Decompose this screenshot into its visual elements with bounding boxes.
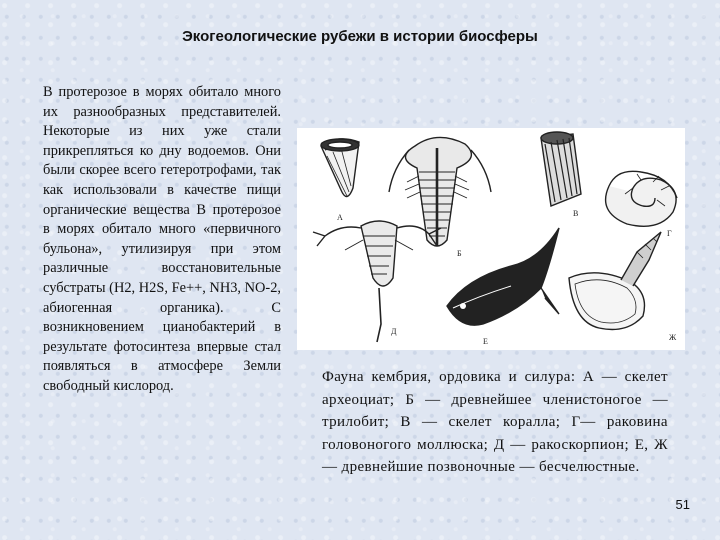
label-g: Г [667, 229, 672, 238]
sea-scorpion-drawing [313, 221, 441, 342]
body-text: В протерозое в морях обитало много их разнообразных представителей. Некоторые из них уже стали прикрепляться ко дну водоемов. Они были скорее всего гетеротрофами, так как использовали в качестве пищи органические вещества В протерозое в морях обитало много «первичного бульона», утилизируя при этом различные восстановительные субстраты (H2, H2S, Fe++, NH3, NO-2, абиогенная органика). С возникновением цианобактерий в результате фотосинтеза впервые стал появляться в атмосфере Земли свободный кислород. [43, 84, 281, 394]
jawless-fish-drawing [447, 228, 559, 325]
trilobite-drawing [389, 137, 491, 246]
archaeocyathid-drawing [321, 139, 359, 197]
fauna-illustration [297, 128, 685, 350]
label-d: Д [391, 327, 397, 336]
label-zh: Ж [669, 333, 677, 342]
label-b: Б [457, 249, 462, 258]
label-e: Е [483, 337, 488, 346]
page-number: 51 [675, 497, 690, 512]
figure-caption: Фауна кембрия, ордовика и силура: А — скелет археоциат; Б — древнейшее членистоногое — трилобит; В — скелет коралла; Г— раковина головоногого моллюска; Д — ракоскорпион; Е, Ж — древнейшие позвоночные — бесчелюстные. [322, 369, 668, 476]
cephalopod-shell-drawing [606, 171, 677, 226]
armored-jawless-drawing [569, 232, 661, 330]
label-a: А [337, 213, 343, 222]
slide-title: Экогеологические рубежи в истории биосферы [182, 28, 538, 45]
label-v: В [573, 209, 579, 218]
coral-drawing [541, 132, 581, 206]
